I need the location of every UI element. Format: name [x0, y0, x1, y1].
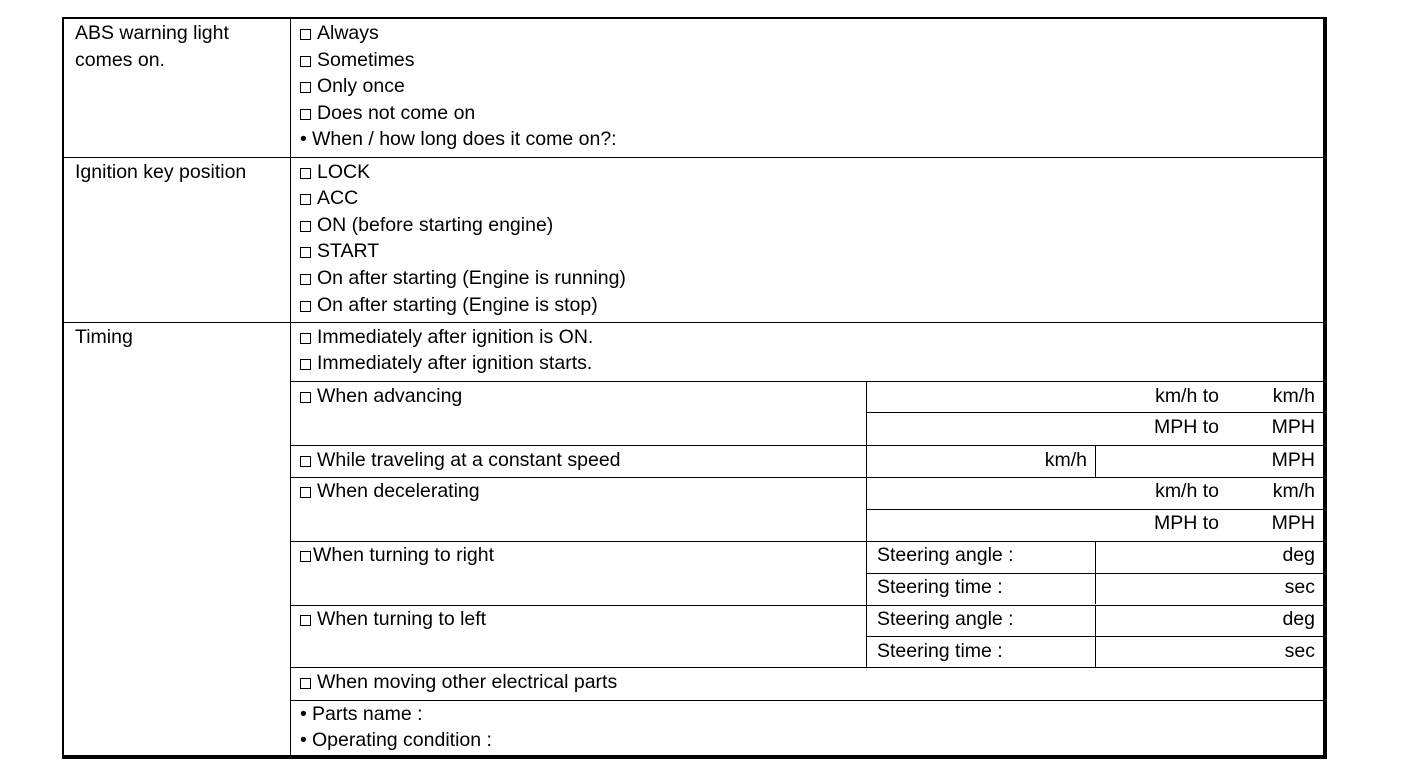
- row-divider: [290, 445, 1323, 446]
- abs-option-always[interactable]: Always: [300, 20, 379, 46]
- abs-warning-label: ABS warning light comes on.: [75, 22, 229, 71]
- advancing-kmh-to: km/h to: [1155, 385, 1219, 407]
- checkbox[interactable]: [300, 56, 311, 67]
- decelerating-kmh: km/h: [1272, 480, 1315, 502]
- speed-column-divider: [866, 381, 867, 667]
- abs-duration-question[interactable]: • When / how long does it come on?:: [300, 128, 617, 150]
- ignition-option-stop[interactable]: On after starting (Engine is stop): [300, 292, 598, 318]
- bullet: •: [300, 128, 307, 150]
- checkbox[interactable]: [300, 487, 311, 498]
- checkbox[interactable]: [300, 333, 311, 344]
- constant-speed-divider: [1095, 445, 1096, 477]
- label-column-divider: [290, 19, 291, 755]
- timing-turning-left[interactable]: When turning to left: [300, 606, 486, 632]
- right-steering-angle-label: Steering angle :: [877, 544, 1014, 566]
- timing-turning-right[interactable]: When turning to right: [300, 542, 494, 568]
- checkbox[interactable]: [300, 456, 311, 467]
- checkbox[interactable]: [300, 551, 311, 562]
- left-steering-angle-label: Steering angle :: [877, 608, 1014, 630]
- timing-after-ignition-starts[interactable]: Immediately after ignition starts.: [300, 350, 592, 376]
- abs-option-not-on[interactable]: Does not come on: [300, 100, 475, 126]
- checkbox[interactable]: [300, 615, 311, 626]
- checkbox[interactable]: [300, 109, 311, 120]
- row-divider: [290, 381, 1323, 382]
- row-divider: [290, 700, 1323, 701]
- ignition-option-running[interactable]: On after starting (Engine is running): [300, 265, 626, 291]
- constant-kmh: km/h: [1044, 449, 1087, 471]
- parts-name-field[interactable]: • Parts name :: [300, 703, 423, 725]
- ignition-option-lock[interactable]: LOCK: [300, 159, 370, 185]
- timing-after-ignition-on[interactable]: Immediately after ignition is ON.: [300, 324, 593, 350]
- row-divider: [290, 667, 1323, 668]
- ignition-option-acc[interactable]: ACC: [300, 185, 358, 211]
- row-divider: [64, 322, 1323, 323]
- left-steering-time-label: Steering time :: [877, 640, 1003, 662]
- decelerating-mph: MPH: [1271, 512, 1315, 534]
- right-steering-time-label: Steering time :: [877, 576, 1003, 598]
- constant-mph: MPH: [1271, 449, 1315, 471]
- row-divider: [866, 412, 1323, 413]
- checkbox[interactable]: [300, 392, 311, 403]
- abs-option-sometimes[interactable]: Sometimes: [300, 47, 415, 73]
- abs-option-only-once[interactable]: Only once: [300, 73, 405, 99]
- abs-diagnostic-form: [62, 17, 1327, 759]
- decelerating-mph-to: MPH to: [1153, 512, 1219, 534]
- ignition-key-label: Ignition key position: [75, 161, 247, 183]
- checkbox[interactable]: [300, 247, 311, 258]
- right-steering-time-unit: sec: [1284, 576, 1315, 598]
- timing-constant-speed[interactable]: While traveling at a constant speed: [300, 447, 621, 473]
- bullet: •: [300, 729, 307, 751]
- advancing-mph-to: MPH to: [1153, 416, 1219, 438]
- checkbox[interactable]: [300, 359, 311, 370]
- left-steering-time-unit: sec: [1284, 640, 1315, 662]
- timing-electrical-parts[interactable]: When moving other electrical parts: [300, 669, 617, 695]
- checkbox[interactable]: [300, 274, 311, 285]
- checkbox[interactable]: [300, 82, 311, 93]
- checkbox[interactable]: [300, 678, 311, 689]
- operating-condition-field[interactable]: • Operating condition :: [300, 729, 492, 751]
- right-steering-angle-unit: deg: [1282, 544, 1315, 566]
- checkbox[interactable]: [300, 29, 311, 40]
- advancing-mph: MPH: [1271, 416, 1315, 438]
- checkbox[interactable]: [300, 194, 311, 205]
- row-divider: [866, 636, 1323, 637]
- ignition-option-start[interactable]: START: [300, 238, 379, 264]
- checkbox[interactable]: [300, 221, 311, 232]
- ignition-option-on[interactable]: ON (before starting engine): [300, 212, 553, 238]
- decelerating-kmh-to: km/h to: [1155, 480, 1219, 502]
- timing-advancing[interactable]: When advancing: [300, 383, 462, 409]
- row-divider: [64, 157, 1323, 158]
- checkbox[interactable]: [300, 168, 311, 179]
- bullet: •: [300, 703, 307, 725]
- checkbox[interactable]: [300, 301, 311, 312]
- left-steering-angle-unit: deg: [1282, 608, 1315, 630]
- timing-label: Timing: [75, 326, 133, 348]
- advancing-kmh: km/h: [1272, 385, 1315, 407]
- timing-decelerating[interactable]: When decelerating: [300, 478, 480, 504]
